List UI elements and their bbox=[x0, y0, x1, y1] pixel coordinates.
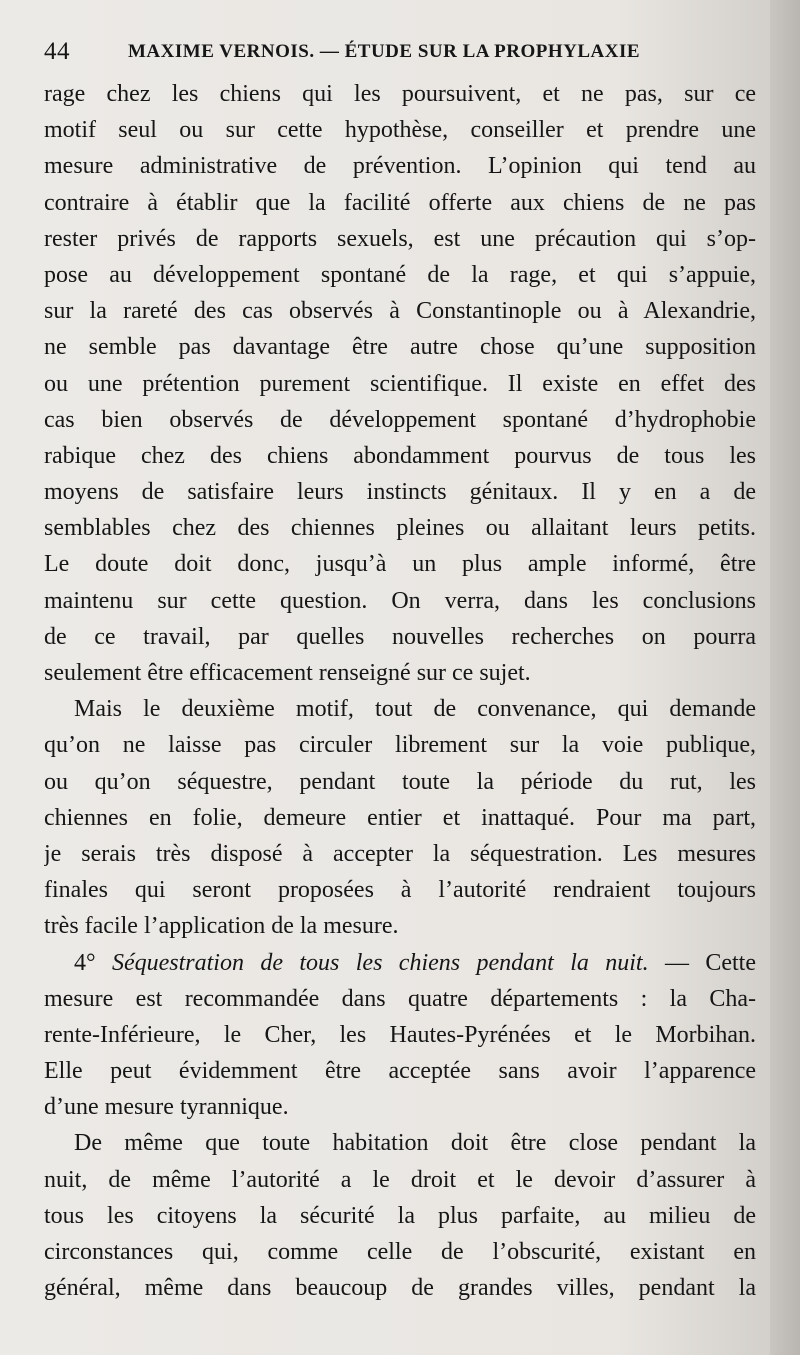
running-head: MAXIME VERNOIS. — ÉTUDE SUR LA PROPHYLAXIE bbox=[128, 41, 641, 62]
text-line: ne semble pas davantage être autre chose qu’une supposition bbox=[44, 334, 756, 361]
text-line: mesure est recommandée dans quatre départements : la Cha- bbox=[44, 985, 756, 1012]
text-line: mesure administrative de prévention. L’opinion qui tend au bbox=[44, 153, 756, 180]
text-line: maintenu sur cette question. On verra, dans les conclusions bbox=[44, 587, 756, 614]
section-title: Séquestration de tous les chiens pendant la nuit. bbox=[111, 949, 649, 976]
section-title-tail: — Cette bbox=[648, 949, 756, 976]
page-header bbox=[44, 38, 744, 68]
text-line: Elle peut évidemment être acceptée sans avoir l’apparence bbox=[44, 1058, 756, 1085]
text-line: chiennes en folie, demeure entier et inattaqué. Pour ma part, bbox=[44, 804, 756, 831]
text-line: motif seul ou sur cette hypothèse, conseiller et prendre une bbox=[44, 117, 756, 144]
text-line: nuit, de même l’autorité a le droit et le devoir d’assurer à bbox=[44, 1166, 756, 1193]
text-line: circonstances qui, comme celle de l’obscurité, existant en bbox=[44, 1239, 756, 1265]
text-line: seulement être efficacement renseigné sur ce sujet. bbox=[44, 660, 531, 686]
text-line: rabique chez des chiens abondamment pourvus de tous les bbox=[44, 442, 756, 469]
section-heading-line bbox=[44, 945, 756, 981]
text-line: Mais le deuxième motif, tout de convenance, qui demande bbox=[74, 696, 756, 723]
text-line: semblables chez des chiennes pleines ou allaitant leurs petits. bbox=[44, 515, 756, 542]
page-number: 44 bbox=[44, 38, 70, 65]
section-number: 4° bbox=[74, 949, 112, 976]
text-line: rente-Inférieure, le Cher, les Hautes-Pyrénées et le Morbihan. bbox=[44, 1021, 756, 1048]
text-line: d’une mesure tyrannique. bbox=[44, 1094, 289, 1121]
text-line: général, même dans beaucoup de grandes villes, pendant la bbox=[44, 1275, 756, 1302]
text-line: ou qu’on séquestre, pendant toute la période du rut, les bbox=[44, 768, 756, 795]
body-text bbox=[44, 76, 756, 1306]
text-line: très facile l’application de la mesure. bbox=[44, 913, 399, 940]
text-line: rester privés de rapports sexuels, est une précaution qui s’op- bbox=[44, 225, 756, 252]
text-line: moyens de satisfaire leurs instincts génitaux. Il y en a de bbox=[44, 479, 756, 506]
text-line: pose au développement spontané de la rage, et qui s’appuie, bbox=[44, 261, 756, 288]
text-line: rage chez les chiens qui les poursuivent, et ne pas, sur ce bbox=[44, 81, 756, 107]
text-line: contraire à établir que la facilité offerte aux chiens de ne pas bbox=[44, 189, 756, 216]
binding-shadow bbox=[770, 0, 800, 1355]
text-line: sur la rareté des cas observés à Constantinople ou à Alexandrie, bbox=[44, 298, 756, 325]
text-line: de ce travail, par quelles nouvelles recherches on pourra bbox=[44, 623, 756, 650]
text-line: cas bien observés de développement spontané d’hydrophobie bbox=[44, 406, 756, 433]
text-line: je serais très disposé à accepter la séquestration. Les mesures bbox=[44, 840, 756, 867]
text-line: De même que toute habitation doit être close pendant la bbox=[74, 1130, 756, 1157]
text-line: qu’on ne laisse pas circuler librement sur la voie publique, bbox=[44, 732, 756, 759]
text-line: Le doute doit donc, jusqu’à un plus ample informé, être bbox=[44, 551, 756, 578]
text-line: tous les citoyens la sécurité la plus parfaite, au milieu de bbox=[44, 1202, 756, 1229]
text-line: finales qui seront proposées à l’autorité rendraient toujours bbox=[44, 877, 756, 904]
text-line: ou une prétention purement scientifique. Il existe en effet des bbox=[44, 370, 756, 397]
